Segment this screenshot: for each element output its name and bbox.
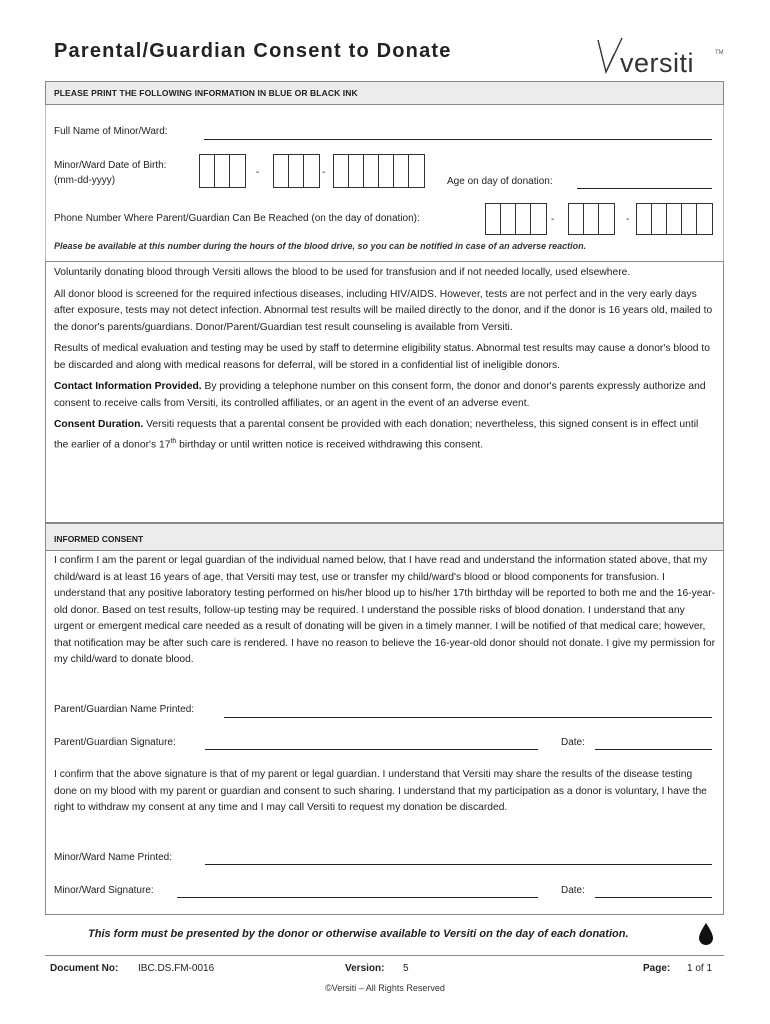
duration-sup: th (170, 437, 177, 445)
screening-paragraph: All donor blood is screened for the required infectious diseases, including HIV/AIDS. However, tests are not perfect and in the very early days after exposure, tests may not detect infection. Abnormal test results will be mailed directly to the donor, and if the donor is 16 years old, mailed to the donor's parents/guardians. Donor/Parent/Guardian test result counseling is available from Versiti. (54, 288, 713, 333)
guardian-date-field[interactable] (595, 749, 712, 750)
versiti-logo (596, 36, 726, 78)
logo-text: versiti (620, 48, 695, 78)
blood-drop-icon (698, 922, 714, 946)
informed-consent-section (45, 551, 724, 915)
page-value: 1 of 1 (687, 963, 713, 974)
doc-no-label: Document No: (50, 963, 119, 974)
dob-month-boxes[interactable] (199, 154, 246, 188)
guardian-name-field[interactable] (224, 717, 712, 718)
doc-no-value: IBC.DS.FM-0016 (138, 963, 215, 974)
guardian-name-label: Parent/Guardian Name Printed: (54, 704, 195, 715)
page-label: Page: (643, 963, 671, 974)
informed-consent-bar (45, 523, 724, 551)
phone-dash-2: - (626, 214, 630, 225)
phone-prefix-boxes[interactable] (568, 203, 615, 235)
availability-note: Please be available at this number during the hours of the blood drive, so you can be notified in case of an adverse reaction. (54, 241, 587, 251)
version-label: Version: (345, 963, 385, 974)
age-field[interactable] (577, 188, 712, 189)
guardian-consent-text: I confirm I am the parent or legal guardian of the individual named below, that I have read and understand the information stated above, that my child/ward is at least 16 years of age, that Versiti may test, use or transfer my child/ward's blood or blood components for transfusion. I understand that any positive laboratory testing performed on his/her blood up to his/her 17th birthday will be reported to both me and the 16-year-old donor. Based on test results, follow-up testing may be required. I understand the possible risks of blood donation. I understand that any urgent or emergent medical care needed as a result of donating will be given in a timely manner. I will be notified of that medical care; however, that notification may be after such care is rendered. I have no reason to believe the 16-year-old donor should not donate. I give my permission for my child/ward to donate blood. (54, 555, 716, 665)
transfusion-paragraph: Voluntarily donating blood through Versiti allows the blood to be used for transfusion and if not needed locally, used elsewhere. (54, 267, 631, 278)
dob-year-boxes[interactable] (333, 154, 425, 188)
minor-date-label: Date: (561, 885, 585, 896)
minor-consent-paragraph (54, 767, 716, 822)
phone-label: Phone Number Where Parent/Guardian Can Be Reached (on the day of donation): (54, 213, 420, 224)
contact-text: By providing a telephone number on this consent form, the donor and donor's parents expressly authorize and consent to receive calls from Versiti, its controlled affiliates, or an agent in the event of an adverse event. (54, 381, 706, 409)
duration-text-a: Versiti requests that a parental consent be provided with each donation; nevertheless, this signed consent is in effect until the earlier of a donor's 17 (54, 419, 699, 450)
guardian-date-label: Date: (561, 737, 585, 748)
copyright: ©Versiti – All Rights Reserved (325, 983, 445, 993)
full-name-field[interactable] (204, 139, 712, 140)
duration-paragraph (54, 417, 715, 453)
guardian-signature-label: Parent/Guardian Signature: (54, 737, 176, 748)
donor-info-section (45, 105, 724, 261)
logo-trademark: TM (715, 50, 724, 56)
minor-name-field[interactable] (205, 864, 712, 865)
minor-signature-field[interactable] (177, 897, 538, 898)
duration-heading: Consent Duration. (54, 419, 144, 430)
full-name-label: Full Name of Minor/Ward: (54, 126, 168, 137)
contact-heading: Contact Information Provided. (54, 381, 202, 392)
duration-text-b: birthday or until written notice is received withdrawing this consent. (176, 438, 484, 450)
contact-paragraph (54, 379, 715, 412)
dob-label: Minor/Ward Date of Birth: (54, 160, 167, 171)
dob-dash-1: - (256, 167, 260, 178)
dob-format-label: (mm-dd-yyyy) (54, 175, 116, 186)
informed-consent-heading: INFORMED CONSENT (54, 534, 144, 544)
minor-consent-text: I confirm that the above signature is that of my parent or legal guardian. I understand that Versiti may share the results of the disease testing done on my blood with my parent or guardian and consent to such sharing. I understand that my participation as a donor is voluntary, I have the right to withdraw my consent at any time and I may call Versiti to request my donation be discarded. (54, 769, 707, 813)
presentation-note: This form must be presented by the donor or otherwise available to Versiti on the day of each donation. (88, 928, 629, 940)
minor-signature-label: Minor/Ward Signature: (54, 885, 154, 896)
footer-divider (45, 955, 724, 956)
dob-dash-2: - (322, 167, 326, 178)
print-instruction-bar (45, 81, 724, 105)
page-title: Parental/Guardian Consent to Donate (54, 40, 452, 62)
print-instruction: PLEASE PRINT THE FOLLOWING INFORMATION IN BLUE OR BLACK INK (54, 88, 358, 98)
age-label: Age on day of donation: (447, 176, 553, 187)
guardian-signature-field[interactable] (205, 749, 538, 750)
minor-name-label: Minor/Ward Name Printed: (54, 852, 172, 863)
phone-dash-1: - (551, 214, 555, 225)
dob-day-boxes[interactable] (273, 154, 320, 188)
phone-area-boxes[interactable] (485, 203, 547, 235)
phone-line-boxes[interactable] (636, 203, 713, 235)
version-value: 5 (403, 963, 409, 974)
donation-info-section (45, 261, 724, 523)
results-paragraph: Results of medical evaluation and testing may be used by staff to determine eligibility status. Abnormal test results may cause a donor's blood to be discarded and along with medical reasons for deferral, will be stored in a confidential list of ineligible donors. (54, 343, 710, 371)
guardian-consent-paragraph (54, 553, 716, 674)
minor-date-field[interactable] (595, 897, 712, 898)
